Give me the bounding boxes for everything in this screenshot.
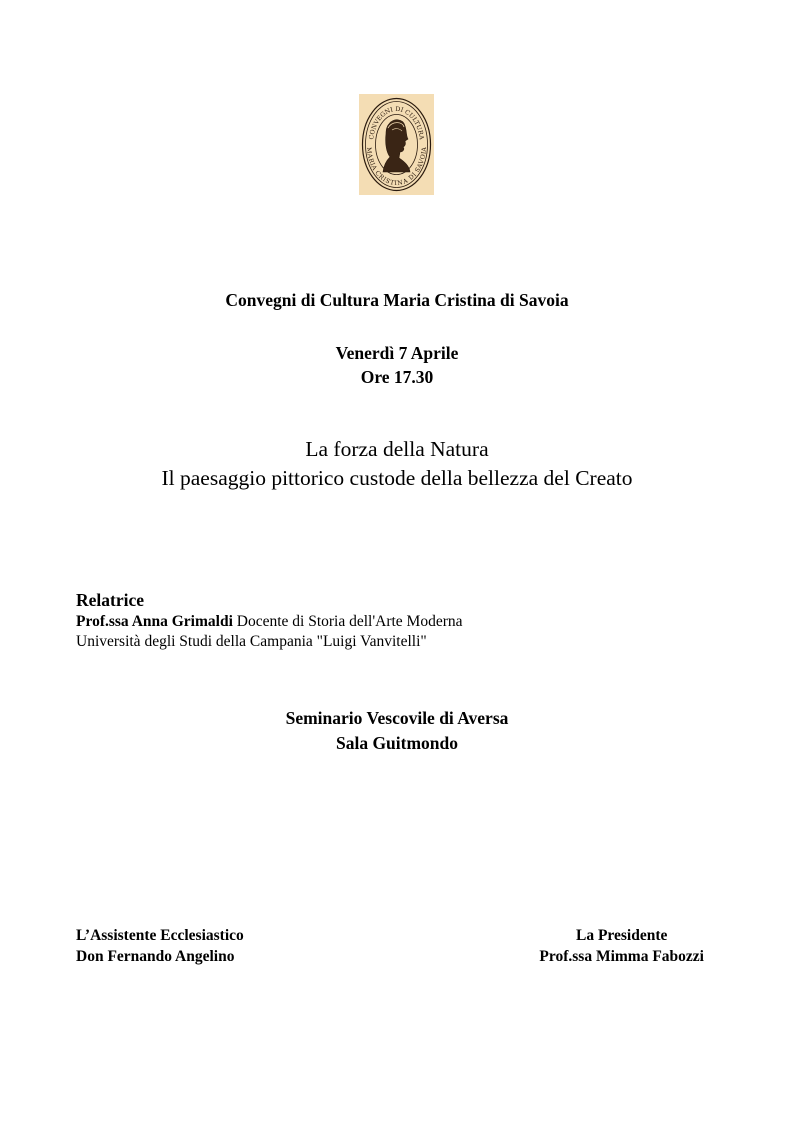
signature-right <box>539 925 704 967</box>
signature-right-title: La Presidente <box>575 927 668 944</box>
signature-right-name: Prof.ssa Mimma Fabozzi <box>539 948 704 965</box>
seal-icon <box>359 94 434 195</box>
seal-text-top: CONVEGNI DI CULTURA <box>368 105 425 141</box>
signature-left-name: Don Fernando Angelino <box>76 948 235 965</box>
venue-place: Seminario Vescovile di Aversa <box>285 708 509 728</box>
venue-room: Sala Guitmondo <box>335 733 459 753</box>
signature-left-title: L’Assistente Ecclesiastico <box>76 927 244 944</box>
speaker-role: Docente di Storia dell'Arte Moderna <box>232 613 463 630</box>
speaker-line <box>76 612 463 632</box>
event-datetime <box>0 341 794 389</box>
speaker-heading: Relatrice <box>76 590 145 610</box>
seal-text-bottom: MARIA CRISTINA DI SAVOIA <box>364 146 429 188</box>
speaker-name: Prof.ssa Anna Grimaldi <box>76 613 233 630</box>
logo-seal <box>359 94 434 195</box>
organization-heading: Convegni di Cultura Maria Cristina di Savoia <box>225 290 569 310</box>
event-time: Ore 17.30 <box>360 367 434 387</box>
venue-block <box>0 706 794 756</box>
signature-left <box>76 925 244 967</box>
event-title: La forza della Natura <box>305 437 489 461</box>
speaker-university: Università degli Studi della Campania "Luigi Vanvitelli" <box>76 633 427 650</box>
event-subtitle: Il paesaggio pittorico custode della bellezza del Creato <box>161 466 633 490</box>
event-title-block <box>0 435 794 493</box>
speaker-block <box>76 588 463 652</box>
event-date: Venerdì 7 Aprile <box>335 343 459 363</box>
